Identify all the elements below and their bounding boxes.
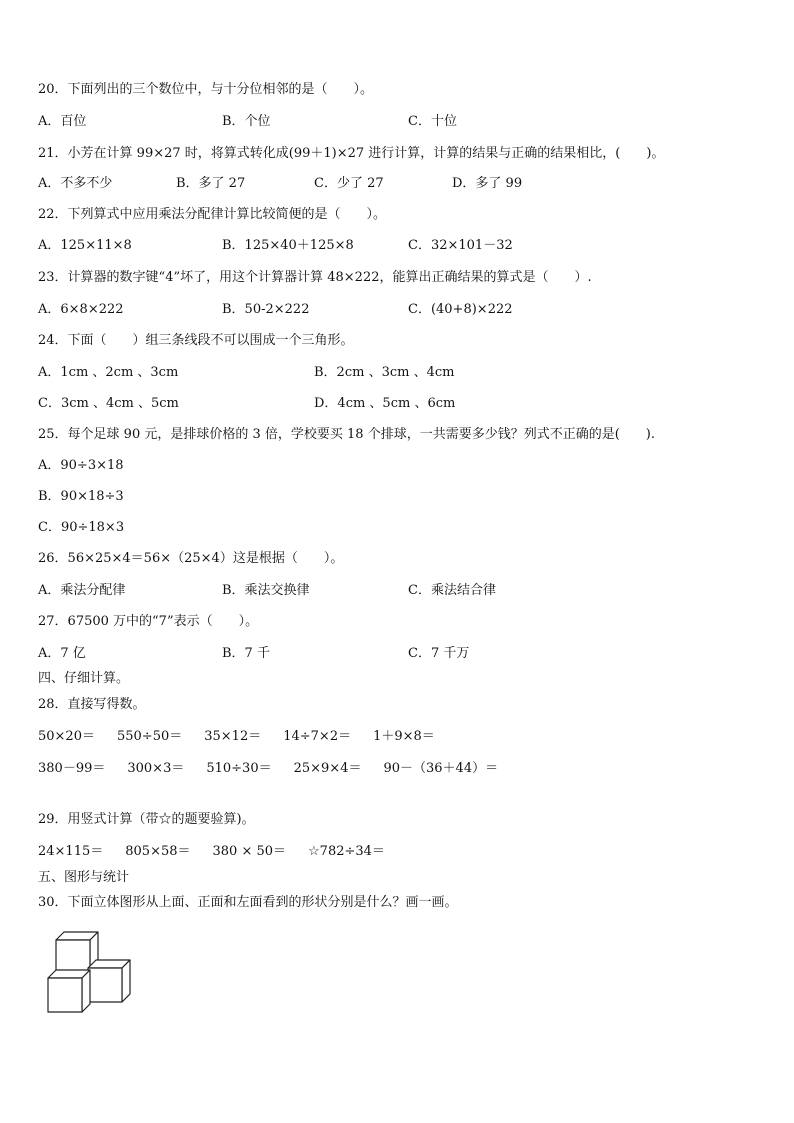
- question-22-stem: 22．下列算式中应用乘法分配律计算比较简便的是（ ）。: [38, 207, 387, 222]
- question-29-row: [38, 844, 407, 860]
- question-28-row-1: [38, 729, 457, 745]
- question-24-option-a: A．1cm 、2cm 、3cm: [38, 365, 179, 380]
- calc-item: 380－99＝: [38, 761, 106, 776]
- question-27-option-b: B．7 千: [222, 646, 270, 661]
- question-23-stem: 23．计算器的数字键“4”坏了，用这个计算器计算 48×222，能算出正确结果的算式是（ ）.: [38, 270, 592, 285]
- question-25-stem: 25．每个足球 90 元，是排球价格的 3 倍，学校要买 18 个排球，一共需要多少钱？列式不正确的是( ).: [38, 427, 655, 442]
- question-24-option-d: D．4cm 、5cm 、6cm: [314, 396, 456, 411]
- cube-front-face: [56, 940, 90, 974]
- question-22-option-a: A．125×11×8: [38, 238, 132, 253]
- question-23-option-b: B．50-2×222: [222, 302, 310, 317]
- cube-front-face: [88, 968, 122, 1002]
- question-27-stem: 27．67500 万中的“7”表示（ ）。: [38, 614, 259, 629]
- question-22-option-c: C．32×101－32: [408, 238, 513, 253]
- calc-item: 25×9×4＝: [293, 761, 362, 776]
- cube-side-face: [82, 970, 90, 1012]
- question-28-row-2: [38, 761, 520, 777]
- calc-item: 50×20＝: [38, 729, 95, 744]
- calc-item: 550÷50＝: [116, 729, 183, 744]
- cube-stack-figure: [44, 928, 136, 1016]
- question-27-option-c: C．7 千万: [408, 646, 470, 661]
- question-23-option-a: A．6×8×222: [38, 302, 124, 317]
- question-25-option-c: C．90÷18×3: [38, 520, 125, 535]
- question-27-option-a: A．7 亿: [38, 646, 86, 661]
- question-25-option-b: B．90×18÷3: [38, 489, 124, 504]
- question-24-option-c: C．3cm 、4cm 、5cm: [38, 396, 179, 411]
- question-20-stem: 20．下面列出的三个数位中，与十分位相邻的是（ ）。: [38, 82, 374, 97]
- question-26-option-b: B．乘法交换律: [222, 583, 310, 598]
- question-24-option-b: B．2cm 、3cm 、4cm: [314, 365, 455, 380]
- question-21-stem: 21．小芳在计算 99×27 时，将算式转化成(99＋1)×27 进行计算，计算的结果与正确的结果相比，( )。: [38, 146, 665, 161]
- question-25-option-a: A．90÷3×18: [38, 458, 124, 473]
- calc-item: 300×3＝: [127, 761, 185, 776]
- cube-side-face: [122, 960, 130, 1002]
- question-22-option-b: B．125×40＋125×8: [222, 238, 354, 253]
- section-5-heading: 五、图形与统计: [38, 870, 130, 885]
- question-23-option-c: C．(40+8)×222: [408, 302, 513, 317]
- question-21-option-b: B．多了 27: [176, 176, 246, 191]
- question-20-option-c: C．十位: [408, 114, 457, 129]
- question-21-option-a: A．不多不少: [38, 176, 113, 191]
- calc-item: 380 × 50＝: [212, 844, 287, 859]
- calc-item: 510÷30＝: [206, 761, 272, 776]
- question-26-stem: 26．56×25×4＝56×（25×4）这是根据（ ）。: [38, 551, 344, 566]
- calc-item: 35×12＝: [204, 729, 262, 744]
- question-20-option-a: A．百位: [38, 114, 87, 129]
- question-20-option-b: B．个位: [222, 114, 271, 129]
- question-28-stem: 28．直接写得数。: [38, 697, 146, 712]
- calc-item: 1＋9×8＝: [373, 729, 435, 744]
- section-4-heading: 四、仔细计算。: [38, 671, 130, 686]
- calc-item: 24×115＝: [38, 844, 104, 859]
- question-21-option-d: D．多了 99: [452, 176, 523, 191]
- question-26-option-c: C．乘法结合律: [408, 583, 496, 598]
- calc-item: ☆782÷34＝: [308, 844, 385, 859]
- question-30-stem: 30．下面立体图形从上面、正面和左面看到的形状分别是什么？画一画。: [38, 895, 458, 910]
- calc-item: 805×58＝: [125, 844, 191, 859]
- question-29-stem: 29．用竖式计算（带☆的题要验算)。: [38, 812, 255, 827]
- question-24-stem: 24．下面（ ）组三条线段不可以围成一个三角形。: [38, 333, 354, 348]
- cube-front-face: [48, 978, 82, 1012]
- question-21-option-c: C．少了 27: [314, 176, 384, 191]
- question-26-option-a: A．乘法分配律: [38, 583, 126, 598]
- calc-item: 14÷7×2＝: [283, 729, 352, 744]
- calc-item: 90－（36＋44）＝: [383, 761, 499, 776]
